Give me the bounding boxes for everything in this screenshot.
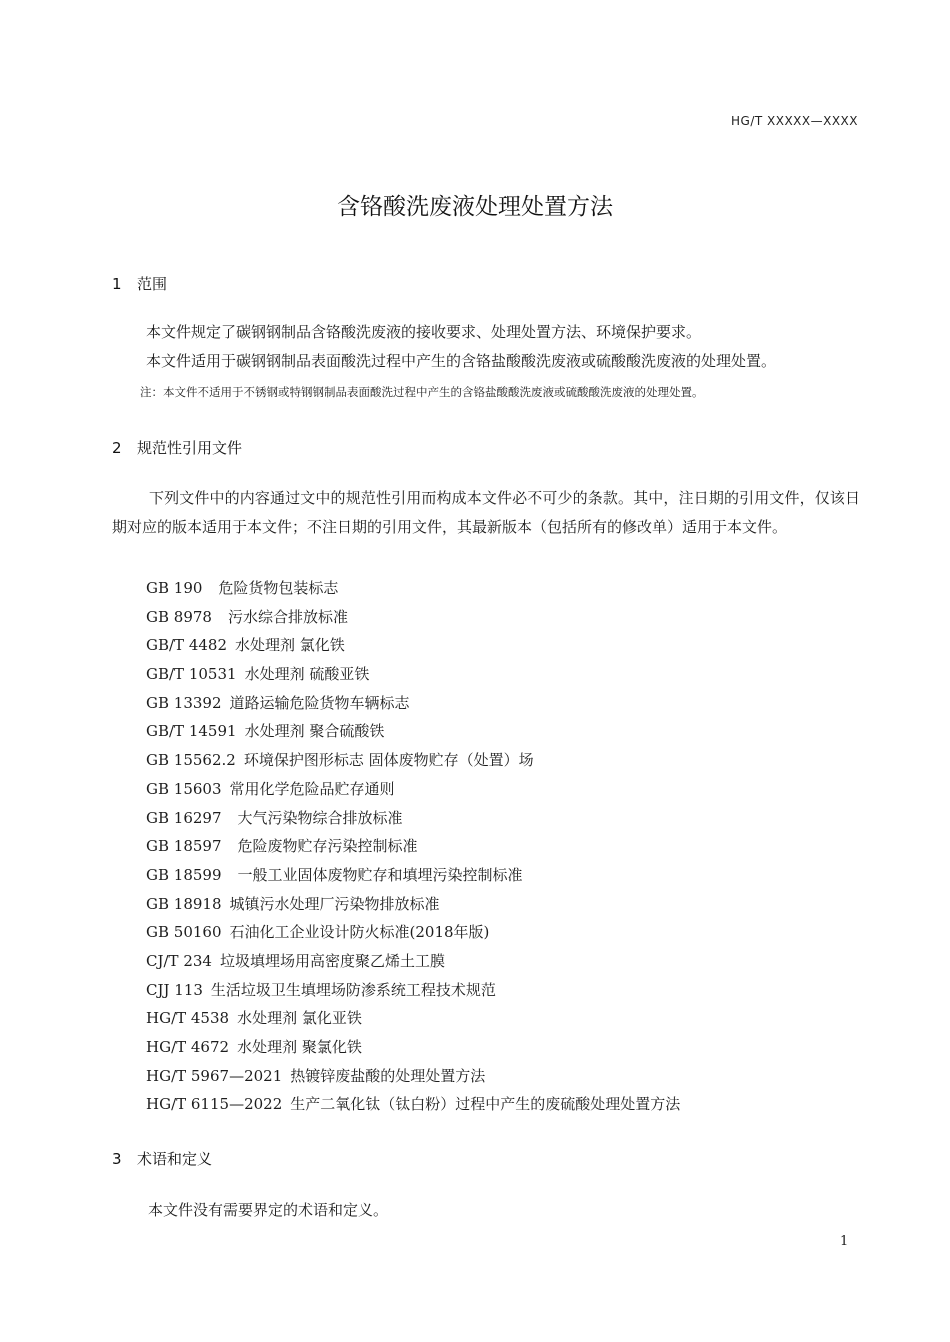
reference-code: GB 190 (146, 579, 203, 597)
reference-title: 污水综合排放标准 (227, 607, 348, 626)
reference-title: 一般工业固体废物贮存和填埋污染控制标准 (237, 865, 523, 884)
section-2-number: 2 (112, 439, 122, 457)
reference-item (146, 775, 680, 804)
normative-intro: 下列文件中的内容通过文中的规范性引用而构成本文件必不可少的条款。其中，注日期的引用文件，仅该日期对应的版本适用于本文件；不注日期的引用文件，其最新版本（包括所有的修改单）适用于本文件。 (112, 489, 860, 536)
reference-item (146, 890, 680, 919)
reference-item (146, 947, 680, 976)
reference-code: GB 18918 (146, 894, 222, 913)
reference-title: 道路运输危险货物车辆标志 (229, 693, 410, 712)
reference-item (146, 689, 680, 718)
reference-title: 危险废物贮存污染控制标准 (237, 837, 418, 856)
reference-code: HG/T 4672 (146, 1038, 230, 1056)
reference-title: 常用化学危险品贮存通则 (229, 779, 395, 798)
reference-item (146, 861, 680, 890)
reference-title: 水处理剂 氯化亚铁 (237, 1009, 362, 1028)
reference-title: 生产二氧化钛（钛白粉）过程中产生的废硫酸处理处置方法 (290, 1095, 681, 1114)
section-2-title: 规范性引用文件 (137, 439, 243, 457)
section-1-heading (112, 273, 167, 294)
reference-title: 城镇污水处理厂污染物排放标准 (229, 894, 440, 913)
reference-title: 大气污染物综合排放标准 (237, 808, 403, 827)
reference-item (146, 631, 680, 660)
reference-code: HG/T 4538 (146, 1009, 230, 1028)
reference-item (146, 660, 680, 689)
reference-code: GB/T 14591 (146, 722, 237, 741)
reference-item (146, 918, 680, 947)
reference-code: CJJ 113 (146, 980, 203, 999)
reference-code: GB 18597 (146, 837, 222, 856)
section-1-number: 1 (112, 275, 122, 293)
section-3-heading (112, 1148, 212, 1169)
scope-note: 注：本文件不适用于不锈钢或特钢钢制品表面酸洗过程中产生的含铬盐酸酸洗废液或硫酸酸洗废液的处理处置。 (140, 385, 704, 399)
reference-title: 环境保护图形标志 固体废物贮存（处置）场 (243, 751, 534, 770)
reference-code: GB/T 10531 (146, 665, 237, 684)
reference-title: 水处理剂 聚合硫酸铁 (244, 722, 385, 741)
scope-paragraph-2: 本文件适用于碳钢钢制品表面酸洗过程中产生的含铬盐酸酸洗废液或硫酸酸洗废液的处理处置。 (146, 352, 777, 370)
reference-title: 生活垃圾卫生填埋场防渗系统工程技术规范 (210, 980, 496, 999)
reference-list (146, 574, 680, 1119)
section-3-number: 3 (112, 1150, 122, 1168)
reference-title: 水处理剂 硫酸亚铁 (244, 665, 370, 684)
reference-code: GB 15562.2 (146, 751, 236, 770)
reference-title: 垃圾填埋场用高密度聚乙烯土工膜 (219, 951, 445, 970)
reference-item (146, 717, 680, 746)
reference-item (146, 574, 680, 603)
reference-code: GB 15603 (146, 779, 222, 798)
reference-code: GB 8978 (146, 607, 212, 626)
reference-item (146, 1062, 680, 1091)
reference-code: GB 18599 (146, 865, 222, 884)
standard-code: HG/T XXXXX—XXXX (731, 114, 858, 128)
section-2-heading (112, 437, 242, 458)
reference-title: 水处理剂 聚氯化铁 (237, 1038, 362, 1056)
reference-item (146, 1090, 680, 1119)
reference-code: CJ/T 234 (146, 951, 212, 970)
reference-title: 热镀锌废盐酸的处理处置方法 (290, 1066, 486, 1085)
reference-item (146, 1033, 680, 1062)
reference-item (146, 1004, 680, 1033)
section-3-title: 术语和定义 (137, 1150, 213, 1168)
reference-code: GB 16297 (146, 808, 222, 827)
reference-code: GB 50160 (146, 923, 222, 942)
reference-item (146, 746, 680, 775)
reference-code: HG/T 5967—2021 (146, 1066, 283, 1085)
reference-code: GB/T 4482 (146, 636, 228, 655)
reference-code: GB 13392 (146, 693, 222, 712)
reference-item (146, 603, 680, 632)
document-title: 含铬酸洗废液处理处置方法 (337, 194, 613, 220)
reference-item (146, 832, 680, 861)
terms-text: 本文件没有需要界定的术语和定义。 (148, 1201, 389, 1219)
reference-title: 危险货物包装标志 (218, 579, 339, 597)
section-1-title: 范围 (137, 275, 168, 293)
reference-code: HG/T 6115—2022 (146, 1095, 283, 1114)
scope-paragraph-1: 本文件规定了碳钢钢制品含铬酸洗废液的接收要求、处理处置方法、环境保护要求。 (146, 323, 702, 341)
reference-title: 水处理剂 氯化铁 (235, 636, 345, 655)
reference-item (146, 804, 680, 833)
reference-title: 石油化工企业设计防火标准(2018年版) (229, 923, 490, 942)
reference-item (146, 976, 680, 1005)
page-number: 1 (840, 1234, 849, 1249)
